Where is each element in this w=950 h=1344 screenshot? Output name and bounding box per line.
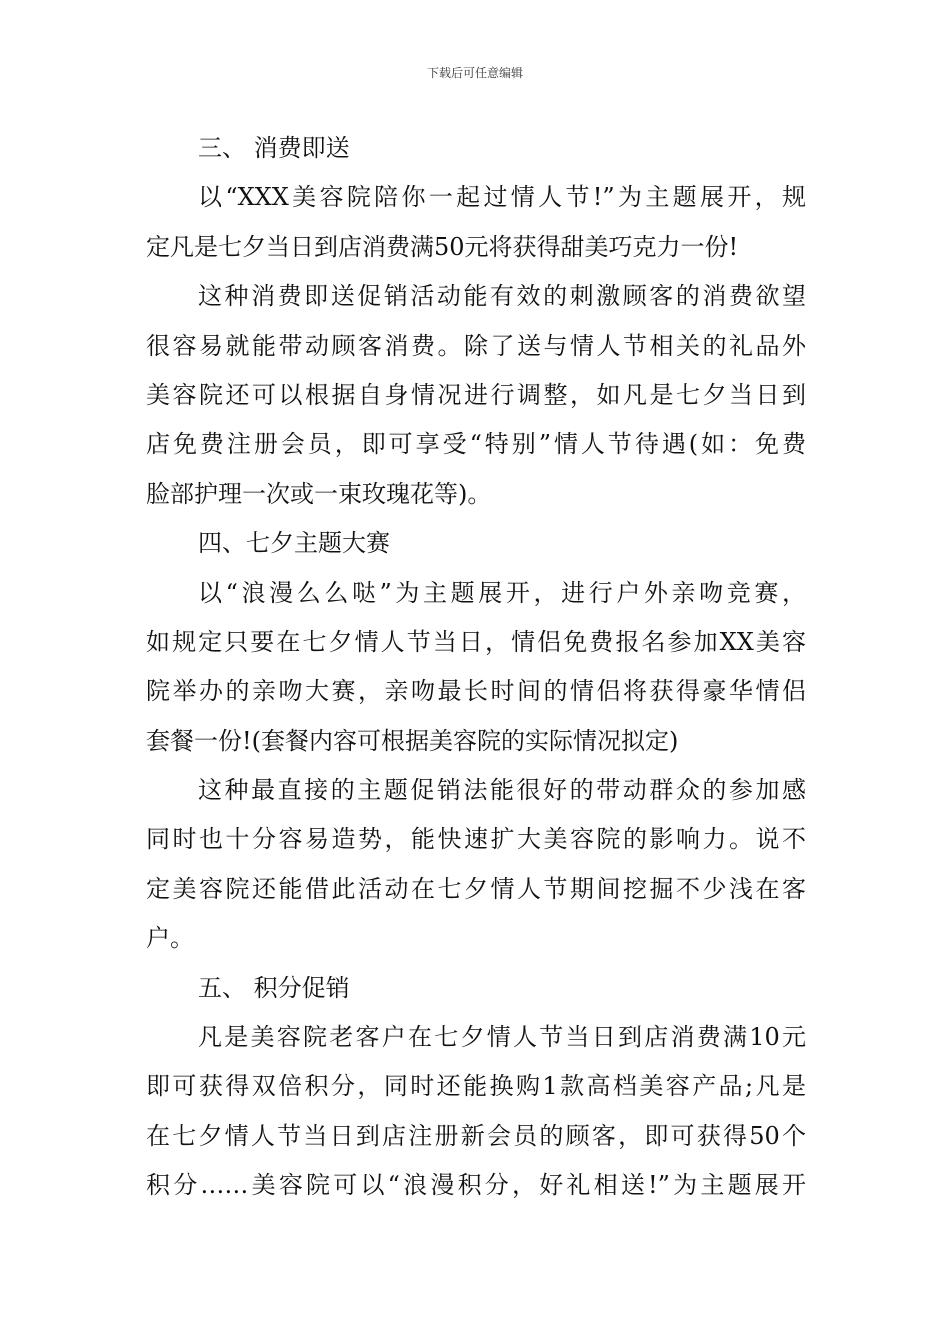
paragraph-line: 脸部护理一次或一束玫瑰花等)。 (146, 479, 492, 508)
paragraph-line: 同时也十分容易造势，能快速扩大美容院的影响力。说不 (146, 825, 806, 854)
paragraph-line: 这种最直接的主题促销法能很好的带动群众的参加感 (198, 776, 806, 805)
paragraph-line: 美容院还可以根据自身情况进行调整，如凡是七夕当日到 (146, 380, 806, 409)
paragraph-line: 以“XXX美容院陪你一起过情人节!”为主题展开，规 (198, 183, 806, 212)
paragraph-line: 很容易就能带动顾客消费。除了送与情人节相关的礼品外 (146, 331, 806, 360)
paragraph-line: 院举办的亲吻大赛，亲吻最长时间的情侣将获得豪华情侣 (146, 677, 806, 706)
paragraph-line: 这种消费即送促销活动能有效的刺激顾客的消费欲望 (198, 282, 806, 311)
section-heading-qixi-contest: 四、七夕主题大赛 (198, 529, 390, 558)
document-body (146, 124, 806, 1211)
page-header: 下载后可任意编辑 (426, 66, 523, 80)
paragraph-line: 积分……美容院可以“浪漫积分，好礼相送!”为主题展开 (146, 1171, 806, 1200)
paragraph-line: 凡是美容院老客户在七夕情人节当日到店消费满10元 (198, 1023, 806, 1052)
paragraph-line: 在七夕情人节当日到店注册新会员的顾客，即可获得50个 (146, 1121, 806, 1150)
paragraph-line: 即可获得双倍积分，同时还能换购1款高档美容产品;凡是 (146, 1072, 806, 1101)
paragraph-line: 套餐一份!(套餐内容可根据美容院的实际情况拟定) (146, 726, 679, 755)
paragraph-line: 定凡是七夕当日到店消费满50元将获得甜美巧克力一份! (146, 232, 739, 261)
paragraph-line: 户。 (146, 924, 194, 953)
section-heading-points-promotion: 五、 积分促销 (198, 973, 350, 1002)
paragraph-line: 如规定只要在七夕情人节当日，情侣免费报名参加XX美容 (146, 627, 806, 656)
paragraph-line: 店免费注册会员，即可享受“特别”情人节待遇(如：免费 (146, 430, 806, 459)
paragraph-line: 以“浪漫么么哒”为主题展开，进行户外亲吻竞赛， (198, 578, 806, 607)
section-heading-consume-gift: 三、 消费即送 (198, 134, 350, 162)
paragraph-line: 定美容院还能借此活动在七夕情人节期间挖掘不少浅在客 (146, 874, 806, 903)
